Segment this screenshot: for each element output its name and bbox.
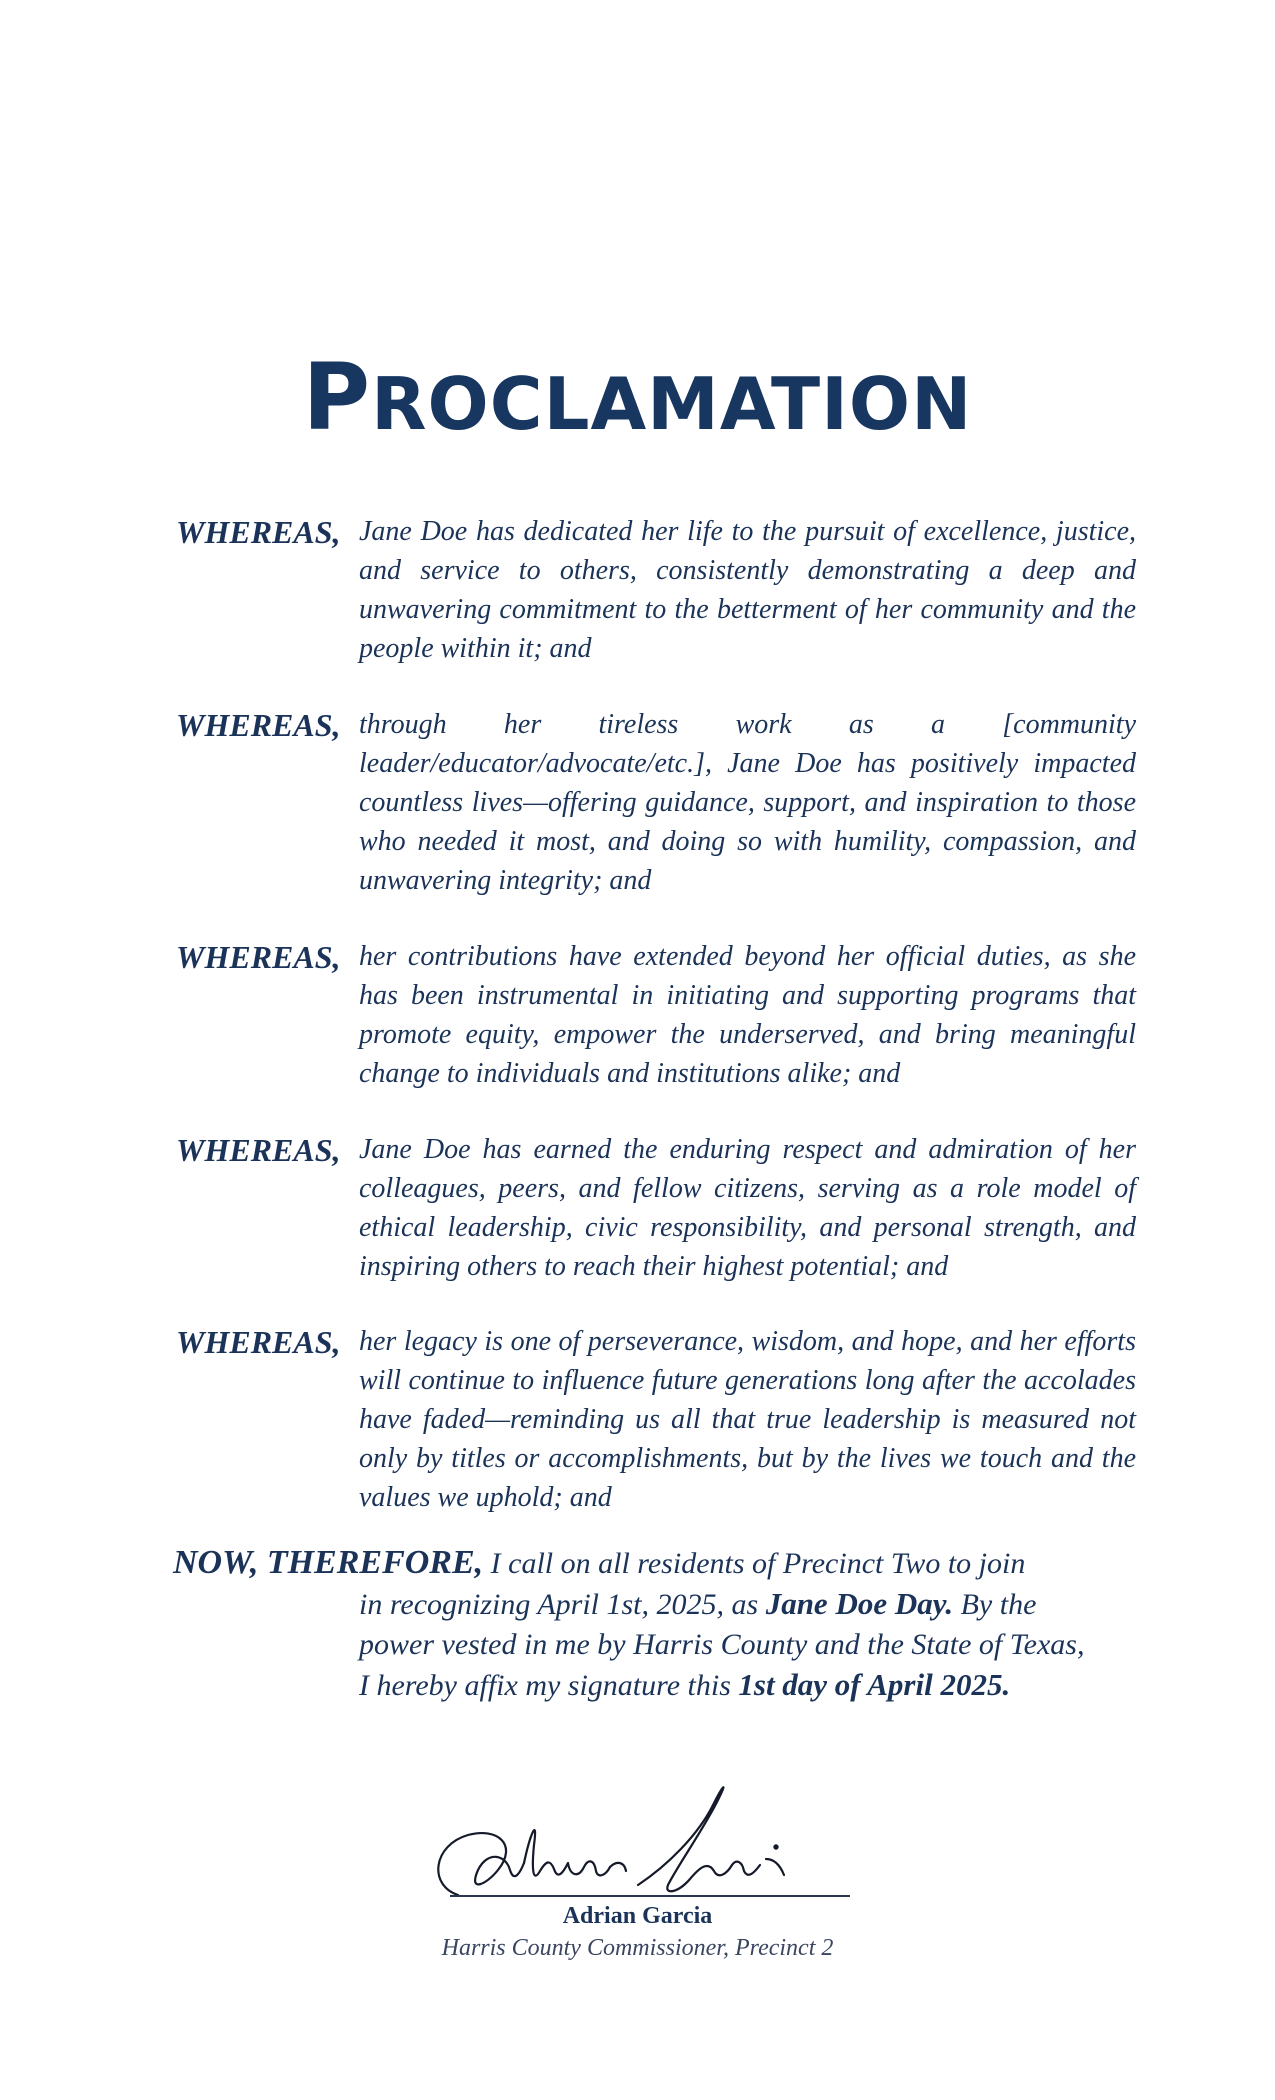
signing-date: 1st day of April 2025. — [738, 1667, 1011, 1702]
signature-line — [450, 1895, 850, 1897]
whereas-clause — [176, 1130, 1136, 1286]
resolution-part-2: in recognizing April 1st, 2025, as — [359, 1588, 759, 1621]
resolution-part-3: By the — [960, 1588, 1037, 1621]
whereas-clause — [176, 512, 1136, 668]
page-title — [0, 344, 1275, 451]
resolution-body — [359, 1584, 1136, 1706]
resolution-part-4: power vested in me by Harris County and the State of Texas, — [359, 1628, 1085, 1661]
title-rest: ROCLAMATION — [371, 362, 973, 446]
title-first-letter: P — [302, 344, 372, 451]
handwritten-signature — [428, 1775, 858, 1915]
whereas-label — [176, 707, 341, 744]
whereas-label — [176, 514, 341, 551]
signer-name: Adrian Garcia — [562, 1903, 713, 1929]
resolution-paragraph — [173, 1543, 1136, 1706]
clause-text: through her tireless work as a [community leader/educator/advocate/etc.], Jane Doe has positively impacted countless lives—offering guidance, support, and inspiration to those who needed it most, and doing so with humility, compassion, and unwavering integrity; and — [359, 709, 1136, 896]
whereas-label — [176, 1324, 341, 1361]
resolution-part-5: I hereby affix my signature this — [359, 1669, 731, 1702]
whereas-label — [176, 1132, 341, 1169]
whereas-label-text: WHEREAS, — [176, 939, 341, 975]
clause-text: Jane Doe has earned the enduring respect and admiration of her colleagues, peers, and fellow citizens, serving as a role model of ethical leadership, civic responsibility, and personal strength, and inspiring others to reach their highest potential; and — [359, 1134, 1136, 1282]
signer-title: Harris County Commissioner, Precinct 2 — [441, 1935, 834, 1961]
resolution-lead: NOW, THEREFORE, — [173, 1544, 484, 1581]
whereas-clause — [176, 1322, 1136, 1517]
whereas-label — [176, 939, 341, 976]
whereas-label-text: WHEREAS, — [176, 1132, 341, 1168]
resolution-part-1: I call on all residents of Precinct Two to join — [490, 1547, 1026, 1580]
clause-text: her contributions have extended beyond her official duties, as she has been instrumental in initiating and supporting programs that promote equity, empower the underserved, and bring meaningful change to individuals and institutions alike; and — [359, 941, 1136, 1089]
clause-text: Jane Doe has dedicated her life to the pursuit of excellence, justice, and service to others, consistently demonstrating a deep and unwavering commitment to the betterment of her community and the people within it; and — [359, 516, 1136, 664]
resolution-line-1 — [173, 1543, 1136, 1584]
whereas-clause — [176, 705, 1136, 900]
honoree-day: Jane Doe Day. — [765, 1586, 954, 1621]
whereas-label-text: WHEREAS, — [176, 707, 341, 743]
whereas-label-text: WHEREAS, — [176, 514, 341, 550]
whereas-label-text: WHEREAS, — [176, 1324, 341, 1360]
whereas-clause — [176, 937, 1136, 1093]
clause-text: her legacy is one of perseverance, wisdom, and hope, and her efforts will continue to influence future generations long after the accolades have faded—reminding us all that true leadership is measured not only by titles or accomplishments, but by the lives we touch and the values we uphold; and — [359, 1326, 1136, 1513]
